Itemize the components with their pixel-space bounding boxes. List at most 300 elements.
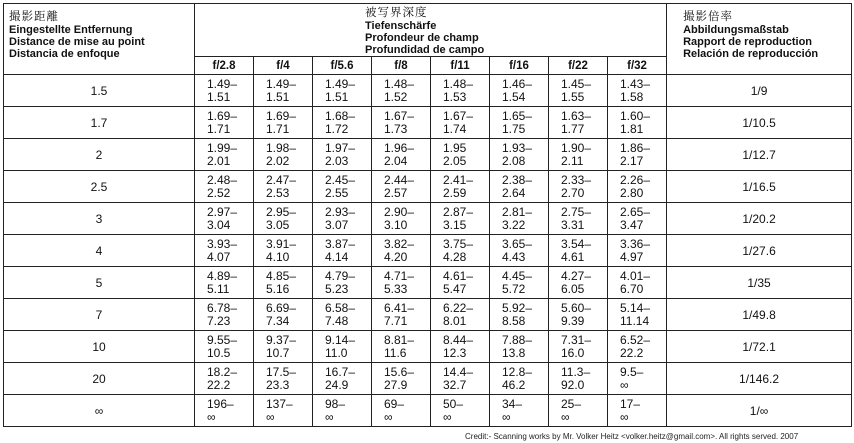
dof-far-limit: 8.58	[502, 313, 526, 328]
ratio-cell: 1/20.2	[667, 203, 852, 235]
dof-range-cell	[490, 267, 549, 299]
dof-near-limit: 8.44–	[443, 332, 474, 347]
dof-range-cell	[254, 139, 313, 171]
distance-cell: 1.5	[4, 75, 195, 107]
ratio-header-fr: Rapport de reproduction	[683, 36, 813, 48]
dof-near-limit: 7.31–	[561, 332, 592, 347]
dof-far-limit: ∞	[207, 409, 216, 424]
dof-far-limit: 2.11	[561, 153, 584, 168]
dof-near-limit: 1.93–	[502, 140, 533, 155]
ratio-cell: 1/∞	[667, 395, 852, 427]
dof-range-cell	[313, 235, 372, 267]
dof-far-limit: 24.9	[325, 377, 349, 392]
dof-far-limit: 5.47	[443, 281, 467, 296]
dof-far-limit: 4.97	[620, 249, 644, 264]
dof-far-limit: 4.07	[207, 249, 231, 264]
dof-range-cell	[549, 299, 608, 331]
dof-far-limit: ∞	[620, 377, 629, 392]
dof-far-limit: 2.59	[443, 185, 467, 200]
dof-range-cell	[254, 107, 313, 139]
dof-near-limit: 6.22–	[443, 300, 474, 315]
distance-cell: 2	[4, 139, 195, 171]
dof-far-limit: 5.16	[266, 281, 290, 296]
dof-near-limit: 2.48–	[207, 172, 238, 187]
ratio-header-de: Abbildungsmaßstab	[683, 24, 789, 36]
dof-near-limit: 1.46–	[502, 76, 533, 91]
dof-near-limit: 17.5–	[266, 364, 297, 379]
dof-near-limit: 4.01–	[620, 268, 651, 283]
distance-cell: 5	[4, 267, 195, 299]
dof-near-limit: 1.43–	[620, 76, 651, 91]
dof-range-cell	[254, 331, 313, 363]
dof-far-limit: ∞	[502, 409, 511, 424]
dof-far-limit: ∞	[561, 409, 570, 424]
dof-near-limit: 2.44–	[384, 172, 415, 187]
dof-far-limit: 1.58	[620, 89, 644, 104]
dof-far-limit: 4.43	[502, 249, 526, 264]
dof-near-limit: 3.91–	[266, 236, 297, 251]
ratio-cell: 1/9	[667, 75, 852, 107]
ratio-cell: 1/27.6	[667, 235, 852, 267]
dof-range-cell	[195, 395, 254, 427]
dof-far-limit: 4.10	[266, 249, 290, 264]
dof-far-limit: 7.71	[384, 313, 408, 328]
dof-near-limit: 9.37–	[266, 332, 297, 347]
dof-near-limit: 1.60–	[620, 108, 651, 123]
dof-near-limit: 1.95	[443, 140, 467, 155]
dof-range-cell	[549, 363, 608, 395]
dof-far-limit: ∞	[620, 409, 629, 424]
dof-far-limit: 5.72	[502, 281, 526, 296]
dof-far-limit: 2.53	[266, 185, 290, 200]
aperture-header: f/32	[608, 57, 667, 75]
dof-far-limit: ∞	[443, 409, 452, 424]
table-row	[4, 107, 852, 139]
distance-cell: 7	[4, 299, 195, 331]
dof-range-cell	[490, 363, 549, 395]
dof-range-cell	[549, 139, 608, 171]
dof-range-cell	[431, 267, 490, 299]
dof-far-limit: 1.73	[384, 121, 408, 136]
dof-far-limit: 2.01	[207, 153, 231, 168]
dof-far-limit: 11.0	[325, 345, 348, 360]
dof-near-limit: 1.48–	[384, 76, 415, 91]
dof-far-limit: 11.14	[620, 313, 650, 328]
dof-far-limit: 22.2	[207, 377, 231, 392]
dof-near-limit: 34–	[502, 396, 523, 411]
table-row	[4, 395, 852, 427]
dof-far-limit: 4.28	[443, 249, 467, 264]
dof-range-cell	[431, 203, 490, 235]
dof-near-limit: 1.86–	[620, 140, 651, 155]
dof-near-limit: 25–	[561, 396, 582, 411]
dof-far-limit: 2.08	[502, 153, 526, 168]
dof-header-es: Profundidad de campo	[365, 44, 485, 56]
aperture-header: f/16	[490, 57, 549, 75]
table-row	[4, 331, 852, 363]
dof-range-cell	[608, 235, 667, 267]
dof-range-cell	[608, 299, 667, 331]
dof-range-cell	[490, 331, 549, 363]
dof-far-limit: 1.54	[502, 89, 526, 104]
dof-near-limit: 2.97–	[207, 204, 238, 219]
dof-header-fr: Profondeur de champ	[365, 32, 479, 44]
ratio-header-es: Relación de reproducción	[683, 48, 819, 60]
dof-near-limit: 3.87–	[325, 236, 356, 251]
ratio-header	[667, 4, 852, 75]
dof-range-cell	[431, 107, 490, 139]
dof-far-limit: 3.10	[384, 217, 408, 232]
dof-near-limit: 18.2–	[207, 364, 238, 379]
ratio-cell: 1/72.1	[667, 331, 852, 363]
dof-range-cell	[372, 171, 431, 203]
dof-range-cell	[431, 363, 490, 395]
dof-far-limit: 7.48	[325, 313, 349, 328]
distance-cell: 10	[4, 331, 195, 363]
dof-near-limit: 3.54–	[561, 236, 592, 251]
dof-range-cell	[195, 363, 254, 395]
dof-range-cell	[490, 139, 549, 171]
distance-cell: 2.5	[4, 171, 195, 203]
dof-range-cell	[372, 299, 431, 331]
aperture-header: f/4	[254, 57, 313, 75]
dof-far-limit: 4.61	[561, 249, 585, 264]
dof-near-limit: 4.61–	[443, 268, 474, 283]
dof-range-cell	[372, 139, 431, 171]
dof-near-limit: 1.99–	[207, 140, 238, 155]
dof-range-cell	[608, 363, 667, 395]
distance-header-fr: Distance de mise au point	[9, 36, 145, 48]
dof-near-limit: 1.49–	[266, 76, 297, 91]
dof-far-limit: 1.71	[207, 121, 231, 136]
dof-header-jp: 被写界深度	[365, 7, 428, 19]
dof-range-cell	[549, 171, 608, 203]
dof-range-cell	[372, 235, 431, 267]
dof-far-limit: 11.6	[384, 345, 407, 360]
dof-far-limit: 8.01	[443, 313, 467, 328]
dof-near-limit: 5.92–	[502, 300, 533, 315]
dof-range-cell	[431, 331, 490, 363]
dof-far-limit: 2.70	[561, 185, 585, 200]
dof-near-limit: 2.26–	[620, 172, 651, 187]
dof-range-cell	[608, 395, 667, 427]
dof-range-cell	[431, 139, 490, 171]
ratio-cell: 1/49.8	[667, 299, 852, 331]
dof-range-cell	[254, 75, 313, 107]
dof-range-cell	[549, 235, 608, 267]
dof-near-limit: 2.38–	[502, 172, 533, 187]
distance-header-jp: 撮影距離	[9, 11, 59, 23]
aperture-header: f/2.8	[195, 57, 254, 75]
dof-near-limit: 4.27–	[561, 268, 592, 283]
dof-far-limit: 10.7	[266, 345, 290, 360]
dof-range-cell	[313, 107, 372, 139]
dof-far-limit: 5.33	[384, 281, 408, 296]
dof-range-cell	[608, 139, 667, 171]
scan-credit: Credit:- Scanning works by Mr. Volker Heitz <volker.heitz@gmail.com>. All rights served. 2007	[465, 432, 799, 441]
dof-far-limit: 2.04	[384, 153, 408, 168]
distance-header	[4, 4, 195, 75]
dof-range-cell	[431, 235, 490, 267]
dof-range-cell	[490, 395, 549, 427]
dof-far-limit: 2.03	[325, 153, 349, 168]
dof-far-limit: 92.0	[561, 377, 585, 392]
dof-near-limit: 2.33–	[561, 172, 592, 187]
distance-cell: 3	[4, 203, 195, 235]
dof-far-limit: 32.7	[443, 377, 467, 392]
table-row	[4, 139, 852, 171]
dof-near-limit: 15.6–	[384, 364, 415, 379]
dof-far-limit: 7.23	[207, 313, 231, 328]
dof-range-cell	[549, 267, 608, 299]
dof-range-cell	[195, 203, 254, 235]
dof-near-limit: 1.69–	[207, 108, 238, 123]
dof-near-limit: 5.60–	[561, 300, 592, 315]
dof-near-limit: 1.63–	[561, 108, 592, 123]
dof-near-limit: 6.41–	[384, 300, 415, 315]
dof-near-limit: 9.5–	[620, 364, 644, 379]
dof-range-cell	[195, 171, 254, 203]
dof-range-cell	[431, 171, 490, 203]
dof-far-limit: 13.8	[502, 345, 526, 360]
dof-range-cell	[313, 203, 372, 235]
dof-range-cell	[313, 331, 372, 363]
dof-near-limit: 6.69–	[266, 300, 297, 315]
dof-near-limit: 8.81–	[384, 332, 415, 347]
dof-far-limit: 1.77	[561, 121, 585, 136]
dof-near-limit: 12.8–	[502, 364, 533, 379]
dof-near-limit: 4.89–	[207, 268, 238, 283]
dof-range-cell	[254, 395, 313, 427]
dof-near-limit: 1.45–	[561, 76, 592, 91]
dof-near-limit: 1.90–	[561, 140, 592, 155]
dof-far-limit: ∞	[325, 409, 334, 424]
aperture-header: f/5.6	[313, 57, 372, 75]
dof-range-cell	[313, 267, 372, 299]
dof-near-limit: 9.14–	[325, 332, 356, 347]
distance-cell: 4	[4, 235, 195, 267]
dof-near-limit: 2.81–	[502, 204, 533, 219]
dof-range-cell	[431, 395, 490, 427]
dof-range-cell	[490, 75, 549, 107]
dof-range-cell	[195, 107, 254, 139]
dof-near-limit: 50–	[443, 396, 464, 411]
dof-near-limit: 3.75–	[443, 236, 474, 251]
dof-far-limit: 2.05	[443, 153, 467, 168]
dof-range-cell	[490, 299, 549, 331]
distance-cell: 20	[4, 363, 195, 395]
depth-of-field-table	[3, 3, 852, 427]
dof-far-limit: 2.55	[325, 185, 349, 200]
dof-range-cell	[195, 235, 254, 267]
dof-far-limit: 1.51	[266, 89, 290, 104]
ratio-cell: 1/12.7	[667, 139, 852, 171]
dof-near-limit: 2.45–	[325, 172, 356, 187]
dof-near-limit: 3.36–	[620, 236, 651, 251]
dof-near-limit: 7.88–	[502, 332, 533, 347]
dof-range-cell	[490, 235, 549, 267]
dof-range-cell	[372, 363, 431, 395]
dof-near-limit: 16.7–	[325, 364, 356, 379]
dof-near-limit: 1.49–	[207, 76, 238, 91]
dof-near-limit: 11.3–	[561, 364, 591, 379]
dof-far-limit: 1.53	[443, 89, 467, 104]
dof-far-limit: 1.81	[620, 121, 644, 136]
dof-range-cell	[254, 363, 313, 395]
dof-near-limit: 2.93–	[325, 204, 356, 219]
distance-cell: 1.7	[4, 107, 195, 139]
dof-far-limit: 4.20	[384, 249, 408, 264]
dof-near-limit: 69–	[384, 396, 405, 411]
ratio-cell: 1/35	[667, 267, 852, 299]
dof-range-cell	[608, 171, 667, 203]
dof-near-limit: 1.67–	[443, 108, 474, 123]
dof-far-limit: 22.2	[620, 345, 644, 360]
dof-near-limit: 2.87–	[443, 204, 474, 219]
dof-header-de: Tiefenschärfe	[365, 20, 437, 32]
distance-header-es: Distancia de enfoque	[9, 48, 120, 60]
dof-far-limit: 1.72	[325, 121, 349, 136]
dof-near-limit: 2.65–	[620, 204, 651, 219]
dof-range-cell	[490, 203, 549, 235]
dof-range-cell	[549, 107, 608, 139]
dof-range-cell	[549, 395, 608, 427]
dof-far-limit: 1.74	[443, 121, 467, 136]
dof-far-limit: 3.31	[561, 217, 585, 232]
dof-far-limit: 2.64	[502, 185, 526, 200]
distance-cell: ∞	[4, 395, 195, 427]
dof-near-limit: 1.68–	[325, 108, 356, 123]
dof-range-cell	[549, 331, 608, 363]
dof-far-limit: 23.3	[266, 377, 290, 392]
dof-near-limit: 2.75–	[561, 204, 592, 219]
dof-far-limit: 3.04	[207, 217, 231, 232]
dof-far-limit: 46.2	[502, 377, 526, 392]
dof-range-cell	[313, 299, 372, 331]
dof-far-limit: 3.22	[502, 217, 526, 232]
dof-near-limit: 5.14–	[620, 300, 651, 315]
dof-far-limit: 1.71	[266, 121, 290, 136]
table-row	[4, 267, 852, 299]
dof-range-cell	[372, 75, 431, 107]
dof-far-limit: 9.39	[561, 313, 585, 328]
dof-near-limit: 2.90–	[384, 204, 415, 219]
dof-far-limit: 2.02	[266, 153, 290, 168]
table-row	[4, 363, 852, 395]
dof-far-limit: 3.47	[620, 217, 644, 232]
dof-near-limit: 1.96–	[384, 140, 415, 155]
dof-near-limit: 196–	[207, 396, 234, 411]
dof-far-limit: 1.51	[325, 89, 349, 104]
ratio-header-jp: 撮影倍率	[683, 11, 734, 23]
dof-far-limit: 27.9	[384, 377, 408, 392]
dof-header	[195, 4, 667, 57]
dof-range-cell	[195, 267, 254, 299]
dof-range-cell	[431, 299, 490, 331]
dof-range-cell	[313, 363, 372, 395]
dof-near-limit: 4.71–	[384, 268, 415, 283]
dof-range-cell	[490, 171, 549, 203]
dof-range-cell	[195, 299, 254, 331]
dof-far-limit: 3.15	[443, 217, 467, 232]
dof-range-cell	[195, 139, 254, 171]
dof-far-limit: 1.52	[384, 89, 408, 104]
dof-far-limit: 5.11	[207, 281, 230, 296]
dof-far-limit: 2.52	[207, 185, 231, 200]
dof-range-cell	[195, 75, 254, 107]
dof-range-cell	[254, 203, 313, 235]
dof-far-limit: 7.34	[266, 313, 290, 328]
aperture-header: f/11	[431, 57, 490, 75]
dof-far-limit: 6.70	[620, 281, 644, 296]
distance-header-de: Eingestellte Entfernung	[9, 24, 133, 36]
dof-range-cell	[313, 395, 372, 427]
dof-range-cell	[254, 299, 313, 331]
dof-range-cell	[608, 267, 667, 299]
dof-near-limit: 1.67–	[384, 108, 415, 123]
dof-near-limit: 2.47–	[266, 172, 297, 187]
dof-near-limit: 3.82–	[384, 236, 415, 251]
dof-far-limit: 3.07	[325, 217, 349, 232]
dof-near-limit: 6.52–	[620, 332, 651, 347]
table-row	[4, 299, 852, 331]
dof-near-limit: 4.45–	[502, 268, 533, 283]
dof-near-limit: 1.49–	[325, 76, 356, 91]
dof-range-cell	[608, 75, 667, 107]
dof-range-cell	[313, 171, 372, 203]
dof-range-cell	[549, 203, 608, 235]
table-row	[4, 171, 852, 203]
dof-far-limit: 2.17	[620, 153, 644, 168]
dof-far-limit: 12.3	[443, 345, 467, 360]
dof-far-limit: 6.05	[561, 281, 585, 296]
dof-range-cell	[372, 331, 431, 363]
dof-far-limit: 4.14	[325, 249, 349, 264]
aperture-header: f/8	[372, 57, 431, 75]
ratio-cell: 1/146.2	[667, 363, 852, 395]
dof-far-limit: 10.5	[207, 345, 231, 360]
dof-far-limit: ∞	[266, 409, 275, 424]
table-row	[4, 235, 852, 267]
aperture-header: f/22	[549, 57, 608, 75]
dof-range-cell	[372, 203, 431, 235]
dof-range-cell	[372, 107, 431, 139]
ratio-cell: 1/10.5	[667, 107, 852, 139]
dof-table-body	[4, 75, 852, 427]
dof-range-cell	[608, 107, 667, 139]
table-row	[4, 203, 852, 235]
dof-near-limit: 1.69–	[266, 108, 297, 123]
dof-range-cell	[608, 203, 667, 235]
dof-near-limit: 17–	[620, 396, 641, 411]
dof-near-limit: 4.85–	[266, 268, 297, 283]
dof-far-limit: 5.23	[325, 281, 349, 296]
dof-near-limit: 98–	[325, 396, 346, 411]
dof-near-limit: 9.55–	[207, 332, 238, 347]
dof-near-limit: 2.95–	[266, 204, 297, 219]
dof-near-limit: 6.58–	[325, 300, 356, 315]
dof-range-cell	[549, 75, 608, 107]
dof-near-limit: 4.79–	[325, 268, 356, 283]
dof-far-limit: 1.51	[207, 89, 231, 104]
dof-range-cell	[195, 331, 254, 363]
dof-near-limit: 1.97–	[325, 140, 356, 155]
dof-range-cell	[254, 235, 313, 267]
dof-far-limit: 2.80	[620, 185, 644, 200]
dof-far-limit: 1.75	[502, 121, 526, 136]
dof-range-cell	[431, 75, 490, 107]
dof-near-limit: 1.65–	[502, 108, 533, 123]
